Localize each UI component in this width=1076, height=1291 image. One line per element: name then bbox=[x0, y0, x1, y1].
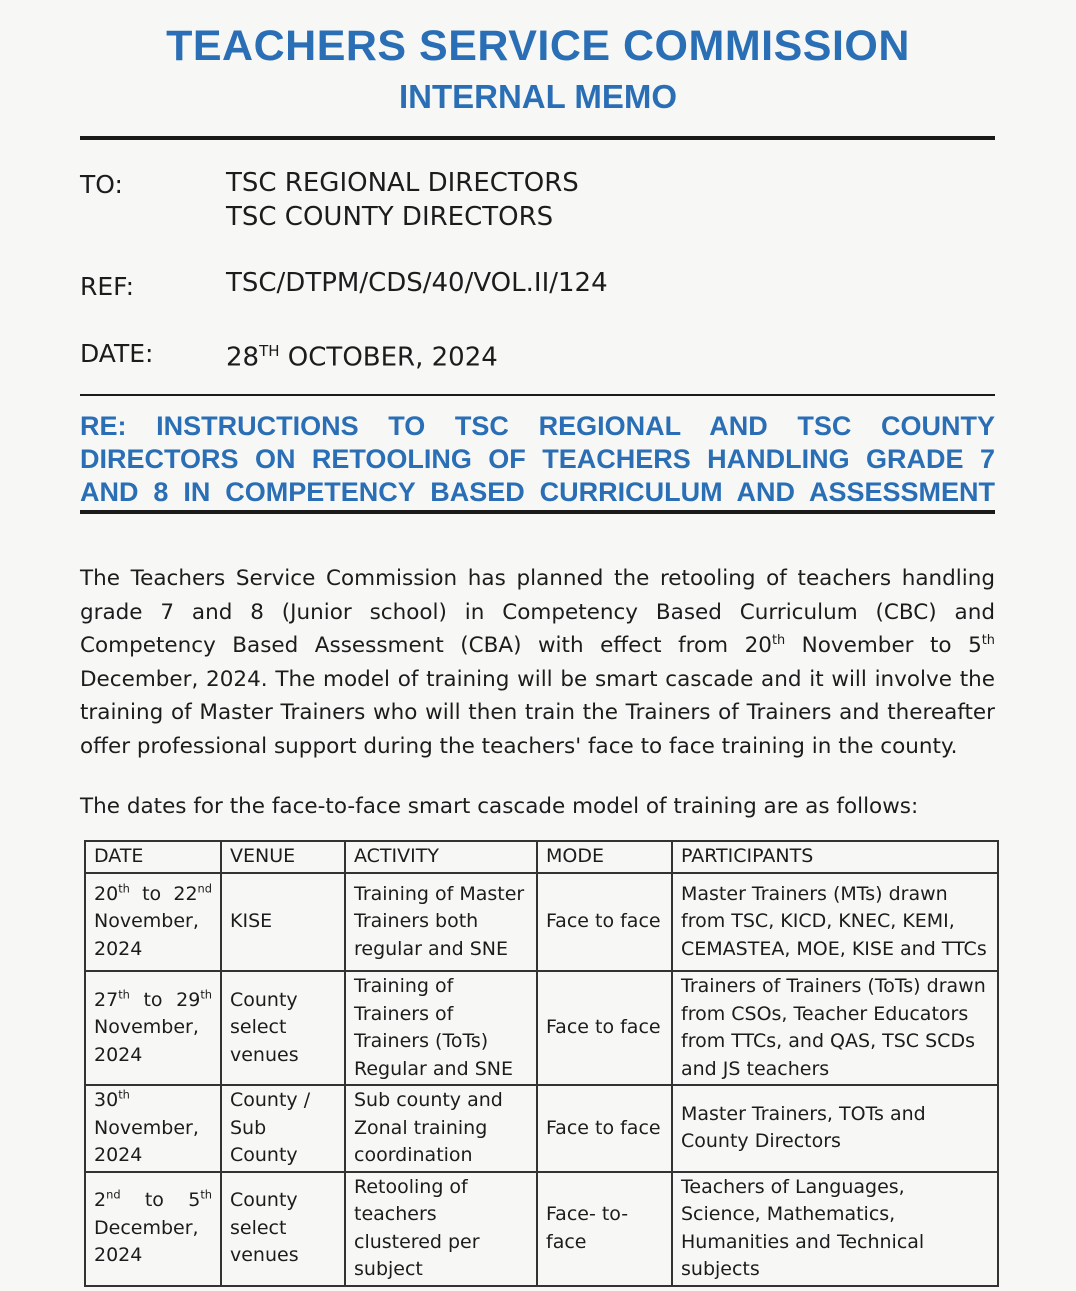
intro-paragraph bbox=[80, 562, 995, 763]
table-row bbox=[85, 1172, 998, 1286]
cell-mode: Face- to- face bbox=[537, 1172, 672, 1286]
cell-activity: Training of Master Trainers both regular and SNE bbox=[345, 873, 537, 971]
cell-participants: Master Trainers (MTs) drawn from TSC, KICD, KNEC, KEMI, CEMASTEA, MOE, KISE and TTCs bbox=[672, 873, 998, 971]
header-divider bbox=[80, 136, 995, 140]
cell-participants: Master Trainers, TOTs and County Directors bbox=[672, 1085, 998, 1172]
intro-sup-1: th bbox=[771, 632, 786, 648]
col-header-venue: VENUE bbox=[221, 841, 345, 873]
table-row bbox=[85, 1085, 998, 1172]
cell-venue: KISE bbox=[221, 873, 345, 971]
cell-date: 27th to 29th November, 2024 bbox=[85, 971, 221, 1085]
cell-participants: Trainers of Trainers (ToTs) drawn from CSOs, Teacher Educators from TTCs, and QAS, TSC SCDs and JS teachers bbox=[672, 971, 998, 1085]
col-header-activity: ACTIVITY bbox=[345, 841, 537, 873]
memo-date bbox=[226, 334, 498, 375]
cell-mode: Face to face bbox=[537, 1085, 672, 1172]
training-schedule-table bbox=[84, 840, 999, 1287]
cell-venue: County select venues bbox=[221, 1172, 345, 1286]
dates-intro-text: The dates for the face-to-face smart cascade model of training are as follows: bbox=[80, 794, 919, 819]
to-recipients bbox=[226, 166, 579, 234]
cell-participants: Teachers of Languages, Science, Mathematics, Humanities and Technical subjects bbox=[672, 1172, 998, 1286]
to-recipient-1: TSC REGIONAL DIRECTORS bbox=[226, 168, 579, 198]
table-header-row bbox=[85, 841, 998, 873]
subject-line-3: AND 8 IN COMPETENCY BASED CURRICULUM AND ASSESSMENT bbox=[80, 477, 995, 507]
cell-activity: Retooling of teachers clustered per subject bbox=[345, 1172, 537, 1286]
memo-date-suffix: TH bbox=[259, 342, 280, 360]
subject-bottom-divider bbox=[80, 510, 995, 514]
cell-activity: Sub county and Zonal training coordination bbox=[345, 1085, 537, 1172]
ref-value: TSC/DTPM/CDS/40/VOL.II/124 bbox=[226, 268, 608, 298]
subject-line-2: DIRECTORS ON RETOOLING OF TEACHERS HANDLING GRADE 7 bbox=[80, 444, 995, 474]
memo-date-rest: OCTOBER, 2024 bbox=[279, 342, 498, 373]
table-row bbox=[85, 873, 998, 971]
intro-text-c: December, 2024. The model of training will be smart cascade and it will involve the training of Master Trainers who will then train the Trainers of Trainers and thereafter offer professional support during the teachers' face to face training in the county. bbox=[80, 666, 995, 759]
to-recipient-2: TSC COUNTY DIRECTORS bbox=[226, 202, 554, 232]
to-label: TO: bbox=[80, 170, 123, 199]
intro-text-b: November to 5 bbox=[785, 633, 982, 658]
cell-venue: County select venues bbox=[221, 971, 345, 1085]
memo-date-day: 28 bbox=[226, 342, 260, 373]
organization-title: TEACHERS SERVICE COMMISSION bbox=[166, 22, 910, 70]
cell-venue: County / Sub County bbox=[221, 1085, 345, 1172]
intro-text-a: The Teachers Service Commission has planned the retooling of teachers handling grade 7 and 8 (Junior school) in Competency Based Curriculum (CBC) and Competency Based Assessment (CBA) with effect from 20 bbox=[80, 566, 995, 658]
cell-date: 30th November, 2024 bbox=[85, 1085, 221, 1172]
date-label: DATE: bbox=[80, 339, 154, 368]
col-header-mode: MODE bbox=[537, 841, 672, 873]
cell-activity: Training of Trainers of Trainers (ToTs) Regular and SNE bbox=[345, 971, 537, 1085]
intro-sup-2: th bbox=[981, 632, 995, 648]
col-header-participants: PARTICIPANTS bbox=[672, 841, 998, 873]
cell-mode: Face to face bbox=[537, 971, 672, 1085]
table-row bbox=[85, 971, 998, 1085]
memo-type-title: INTERNAL MEMO bbox=[398, 78, 678, 115]
col-header-date: DATE bbox=[85, 841, 221, 873]
subject-line-1: RE: INSTRUCTIONS TO TSC REGIONAL AND TSC COUNTY bbox=[80, 411, 995, 441]
ref-label: REF: bbox=[80, 272, 135, 301]
subject-top-divider bbox=[80, 394, 995, 396]
cell-date: 20th to 22nd November, 2024 bbox=[85, 873, 221, 971]
cell-mode: Face to face bbox=[537, 873, 672, 971]
subject-heading bbox=[80, 410, 995, 509]
cell-date: 2nd to 5th December, 2024 bbox=[85, 1172, 221, 1286]
